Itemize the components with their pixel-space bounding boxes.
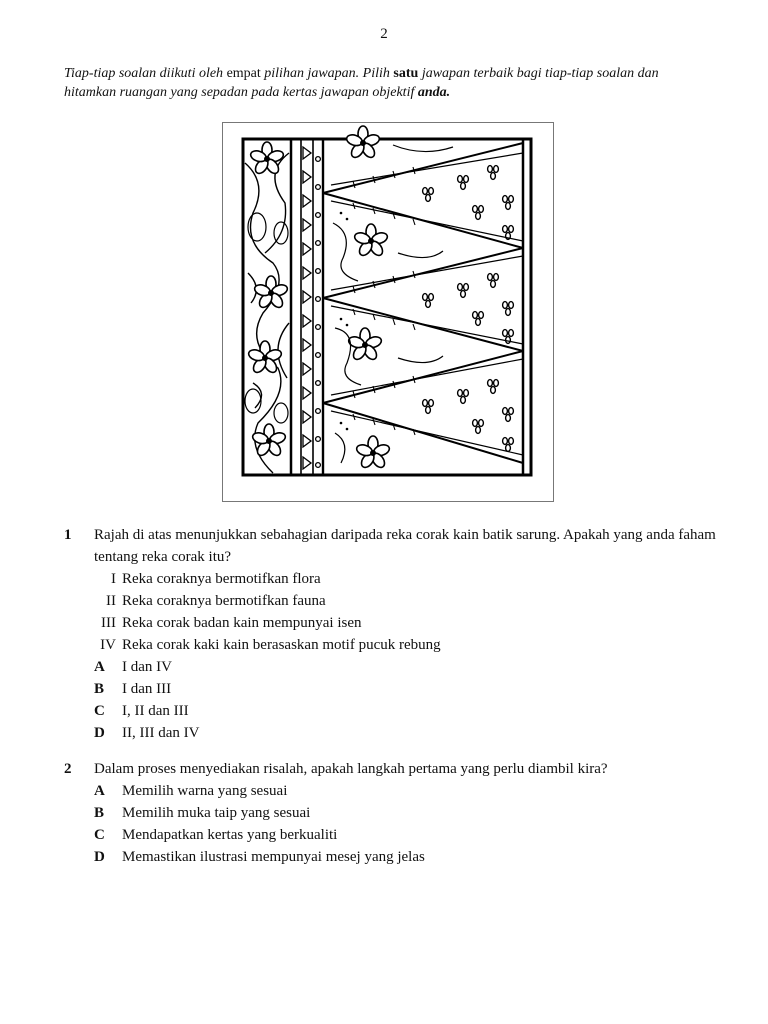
- question-2-number: 2: [64, 761, 72, 777]
- instructions-part3: pilihan jawapan. Pilih: [264, 66, 394, 81]
- answer-option-d[interactable]: [94, 722, 724, 744]
- question-2-text: Dalam proses menyediakan risalah, apakah langkah pertama yang perlu diambil kira?: [94, 761, 608, 777]
- option-letter: B: [94, 805, 105, 821]
- option-letter: C: [94, 703, 105, 719]
- option-letter: C: [94, 827, 105, 843]
- option-letter: D: [94, 725, 105, 741]
- statement-row: [94, 568, 724, 590]
- instructions-part6: anda.: [417, 85, 451, 100]
- question-2: [64, 758, 724, 868]
- question-1: [64, 524, 724, 744]
- answer-option-c[interactable]: [94, 824, 724, 846]
- instructions-part1: Tiap-tiap soalan diikuti oleh: [64, 66, 224, 81]
- statement-text: Reka corak badan kain mempunyai isen: [122, 615, 362, 631]
- statement-number: III: [101, 615, 116, 631]
- question-1-text: Rajah di atas menunjukkan sebahagian daripada reka corak kain batik sarung. Apakah yang anda faham tentang reka corak itu?: [94, 527, 716, 565]
- statement-number: IV: [100, 637, 116, 653]
- answer-option-b[interactable]: [94, 802, 724, 824]
- option-text: Mendapatkan kertas yang berkualiti: [122, 827, 338, 843]
- statement-row: [94, 612, 724, 634]
- option-letter: A: [94, 783, 105, 799]
- statement-row: [94, 634, 724, 656]
- option-text: Memilih warna yang sesuai: [122, 783, 288, 799]
- statement-number: II: [106, 593, 116, 609]
- statement-row: [94, 590, 724, 612]
- option-text: I, II dan III: [122, 703, 189, 719]
- figure-frame: [222, 122, 554, 502]
- statement-text: Reka coraknya bermotifkan fauna: [122, 593, 326, 609]
- option-text: I dan III: [122, 681, 172, 697]
- answer-option-d[interactable]: [94, 846, 724, 868]
- instructions: [64, 64, 714, 102]
- option-letter: B: [94, 681, 105, 697]
- answer-option-a[interactable]: [94, 656, 724, 678]
- option-text: Memastikan ilustrasi mempunyai mesej yang jelas: [122, 849, 425, 865]
- page-number: 2: [380, 26, 388, 42]
- option-text: Memilih muka taip yang sesuai: [122, 805, 311, 821]
- batik-sarung-pattern-icon: [223, 123, 553, 501]
- option-letter: A: [94, 659, 105, 675]
- option-letter: D: [94, 849, 105, 865]
- option-text: II, III dan IV: [122, 725, 200, 741]
- answer-option-a[interactable]: [94, 780, 724, 802]
- statement-number: I: [111, 571, 116, 587]
- answer-option-c[interactable]: [94, 700, 724, 722]
- question-1-number: 1: [64, 527, 72, 543]
- instructions-part2: empat: [223, 66, 265, 81]
- option-text: I dan IV: [122, 659, 172, 675]
- statement-text: Reka corak kaki kain berasaskan motif pucuk rebung: [122, 637, 441, 653]
- answer-option-b[interactable]: [94, 678, 724, 700]
- statement-text: Reka coraknya bermotifkan flora: [122, 571, 321, 587]
- instructions-part5: jawapan terbaik bagi tiap-tiap soalan dan hitamkan ruangan yang sepadan pada kertas jawapan objektif: [64, 66, 659, 100]
- instructions-part4: satu: [393, 66, 419, 81]
